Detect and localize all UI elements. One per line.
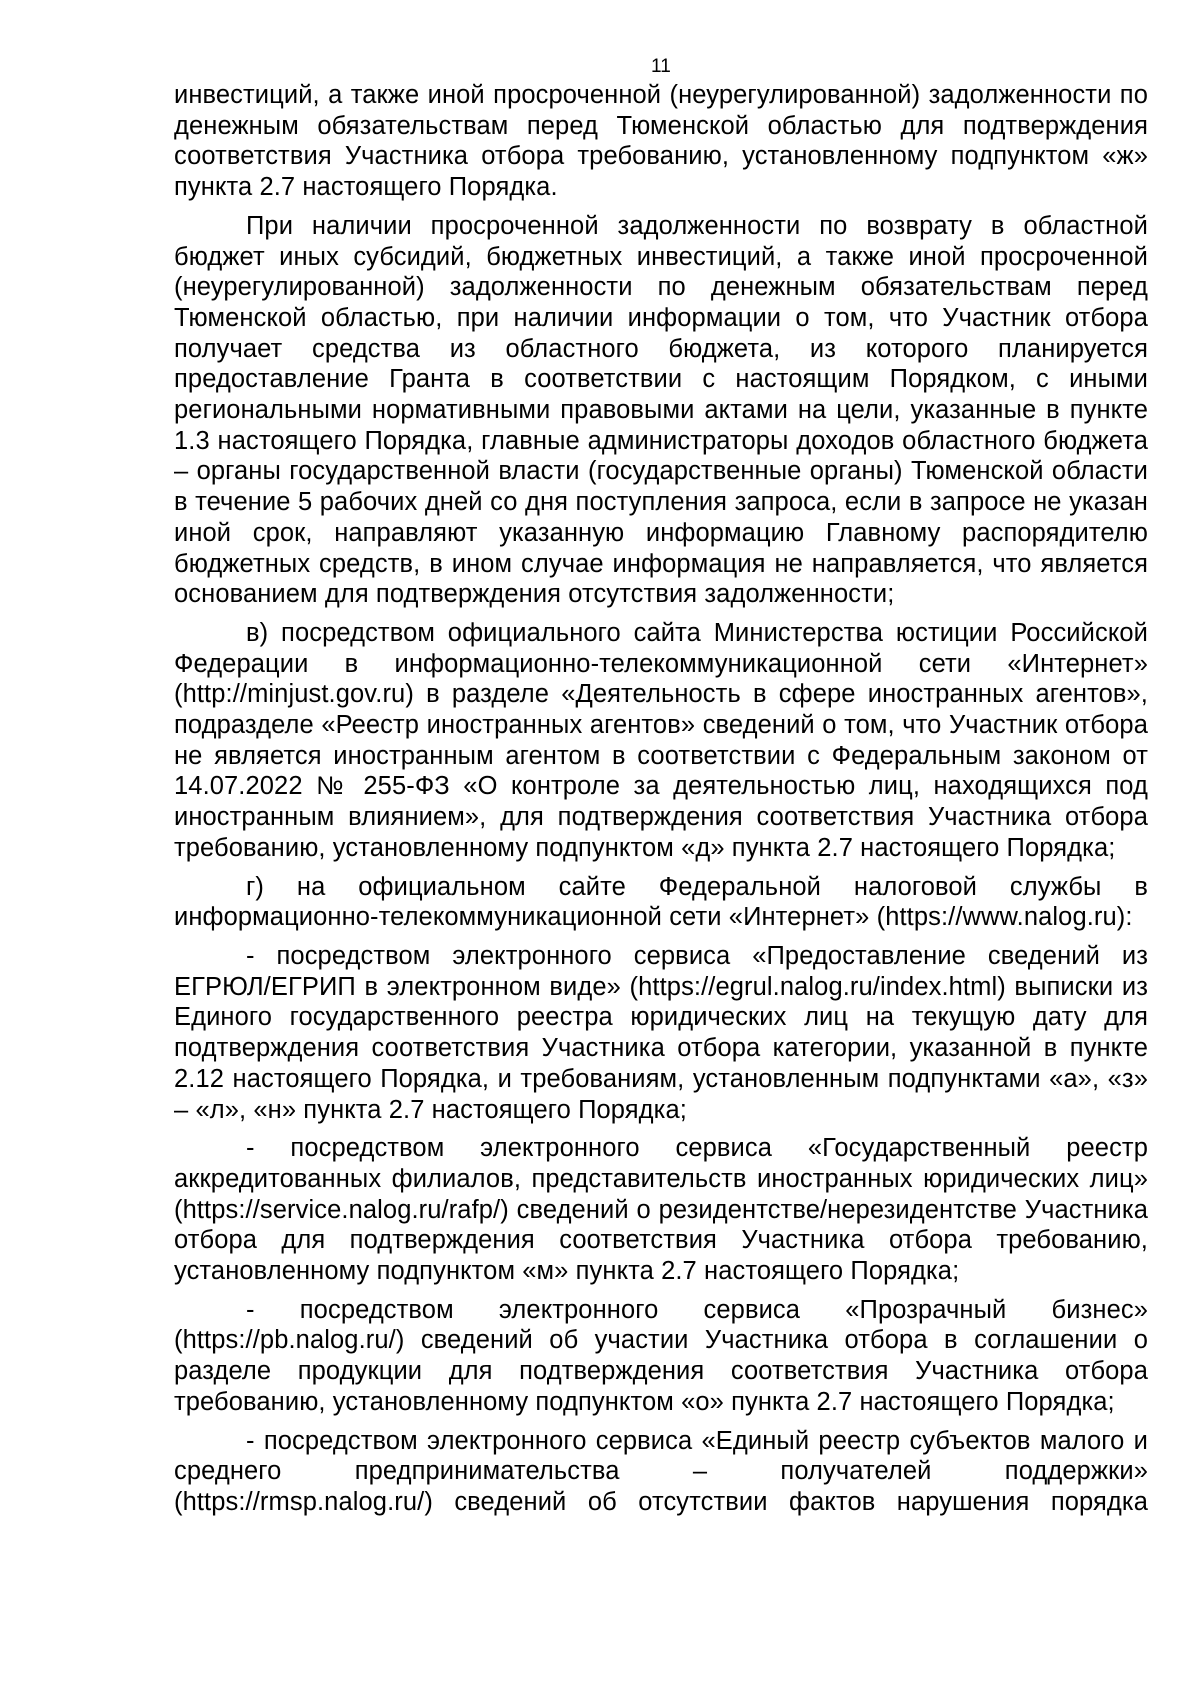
paragraph-pb: - посредством электронного сервиса «Прозрачный бизнес» (https://pb.nalog.ru/) сведений об участии Участника отбора в соглашении о разделе продукции для подтверждения соответствия Участника отбора требованию, установленному подпунктом «о» пункта 2.7 настоящего Порядка; [174, 1295, 1148, 1416]
page-number: 11 [651, 56, 671, 77]
paragraph-rafp: - посредством электронного сервиса «Государственный реестр аккредитованных филиалов, представительств иностранных юридических лиц» (https://service.nalog.ru/rafp/) сведений о резидентстве/нерезидентстве Участника отбора для подтверждения соответствия Участника отбора требованию, установленному подпунктом «м» пункта 2.7 настоящего Порядка; [174, 1134, 1148, 1286]
paragraph-item-g-nalog: г) на официальном сайте Федеральной налоговой службы в информационно-телекоммуникационной сети «Интернет» (https://www.nalog.ru): [174, 872, 1148, 932]
paragraph-item-v-minjust: в) посредством официального сайта Министерства юстиции Российской Федерации в информационно-телекоммуникационной сети «Интернет» (http://minjust.gov.ru) в разделе «Деятельность в сфере иностранных агентов», подразделе «Реестр иностранных агентов» сведений о том, что Участник отбора не является иностранным агентом в соответствии с Федеральным законом от 14.07.2022 № 255-ФЗ «О контроле за деятельностью лиц, находящихся под иностранным влиянием», для подтверждения соответствия Участника отбора требованию, установленному подпунктом «д» пункта 2.7 настоящего Порядка; [174, 618, 1148, 862]
paragraph-continuation: инвестиций, а также иной просроченной (неурегулированной) задолженности по денежным обязательствам перед Тюменской областью для подтверждения соответствия Участника отбора требованию, установленному подпунктом «ж» пункта 2.7 настоящего Порядка. [174, 81, 1148, 202]
paragraph-egrul: - посредством электронного сервиса «Предоставление сведений из ЕГРЮЛ/ЕГРИП в электронном виде» (https://egrul.nalog.ru/index.html) выписки из Единого государственного реестра юридических лиц на текущую дату для подтверждения соответствия Участника отбора категории, указанной в пункте 2.12 настоящего Порядка, и требованиям, установленным подпунктами «а», «з» – «л», «н» пункта 2.7 настоящего Порядка; [174, 941, 1148, 1124]
document-page [174, 56, 1148, 1526]
paragraph-overdue-debt: При наличии просроченной задолженности по возврату в областной бюджет иных субсидий, бюджетных инвестиций, а также иной просроченной (неурегулированной) задолженности по денежным обязательствам перед Тюменской областью, при наличии информации о том, что Участник отбора получает средства из областного бюджета, из которого планируется предоставление Гранта в соответствии с настоящим Порядком, с иными региональными нормативными правовыми актами на цели, указанные в пункте 1.3 настоящего Порядка, главные администраторы доходов областного бюджета – органы государственной власти (государственные органы) Тюменской области в течение 5 рабочих дней со дня поступления запроса, если в запросе не указан иной срок, направляют указанную информацию Главному распорядителю бюджетных средств, в ином случае информация не направляется, что является основанием для подтверждения отсутствия задолженности; [174, 211, 1148, 609]
paragraph-rmsp: - посредством электронного сервиса «Единый реестр субъектов малого и среднего предпринимательства – получателей поддержки» (https://rmsp.nalog.ru/) сведений об отсутствии фактов нарушения порядка [174, 1426, 1148, 1516]
